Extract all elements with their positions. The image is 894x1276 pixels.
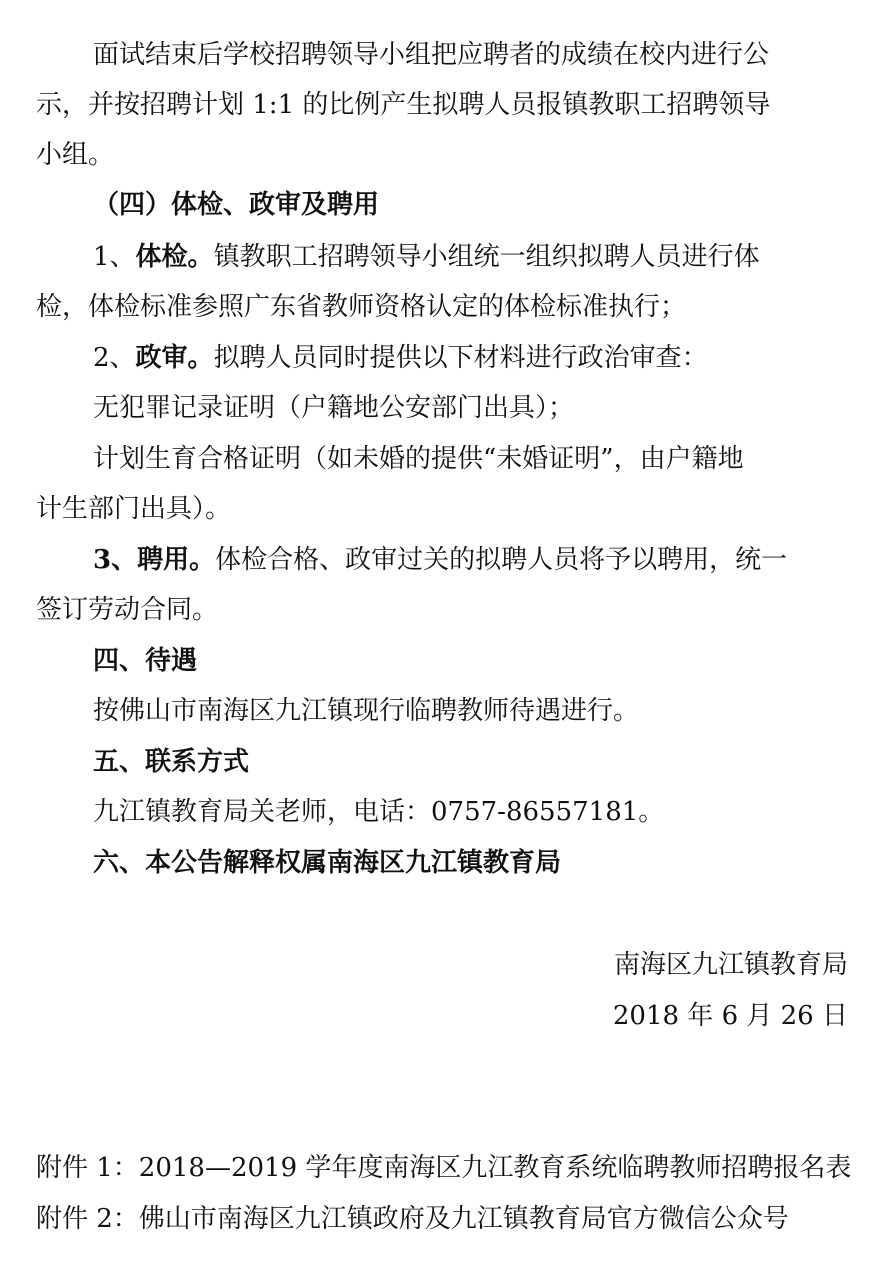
- paragraph-interview-result-line3: 小组。: [36, 140, 115, 170]
- section-heading-interpretation: 六、本公告解释权属南海区九江镇教育局: [93, 848, 562, 878]
- item-medical-line1: [93, 239, 760, 275]
- treatment-text: 按佛山市南海区九江镇现行临聘教师待遇进行。: [93, 696, 640, 726]
- material-family-planning-line1: 计划生育合格证明（如未婚的提供“未婚证明”，由户籍地: [93, 444, 744, 474]
- item-medical-line2: 检，体检标准参照广东省教师资格认定的体检标准执行；: [36, 292, 687, 322]
- attachment-2: 附件 2：佛山市南海区九江镇政府及九江镇教育局官方微信公众号: [36, 1204, 789, 1234]
- material-no-criminal-record: 无犯罪记录证明（户籍地公安部门出具）；: [93, 393, 575, 423]
- item-political-number: 2、: [93, 343, 136, 373]
- paragraph-interview-result-line2: 示，并按招聘计划 1:1 的比例产生拟聘人员报镇教职工招聘领导: [36, 90, 771, 120]
- item-political-text: 拟聘人员同时提供以下材料进行政治审查：: [213, 343, 708, 373]
- item-political-title: 政审。: [135, 343, 214, 373]
- attachment-1: 附件 1：2018—2019 学年度南海区九江教育系统临聘教师招聘报名表: [36, 1153, 852, 1183]
- item-medical-text: 镇教职工招聘领导小组统一组织拟聘人员进行体: [213, 242, 760, 272]
- item-medical-title: 体检。: [135, 242, 214, 272]
- contact-text: 九江镇教育局关老师，电话：0757-86557181。: [93, 797, 665, 827]
- signature-date: 2018 年 6 月 26 日: [612, 1001, 848, 1031]
- item-hiring-title: 3、聘用。: [93, 545, 216, 575]
- signature-organization: 南海区九江镇教育局: [613, 950, 848, 980]
- section-heading-medical-political-hiring: （四）体检、政审及聘用: [93, 190, 380, 220]
- material-family-planning-line2: 计生部门出具）。: [36, 494, 232, 524]
- item-hiring-line2: 签订劳动合同。: [36, 595, 219, 625]
- item-political-line1: [93, 340, 708, 376]
- section-heading-contact: 五、联系方式: [93, 747, 250, 777]
- paragraph-interview-result-line1: 面试结束后学校招聘领导小组把应聘者的成绩在校内进行公: [93, 40, 770, 70]
- item-medical-number: 1、: [93, 242, 136, 272]
- item-hiring-line1: [93, 542, 787, 578]
- item-hiring-text: 体检合格、政审过关的拟聘人员将予以聘用，统一: [215, 545, 788, 575]
- section-heading-treatment: 四、待遇: [93, 646, 198, 676]
